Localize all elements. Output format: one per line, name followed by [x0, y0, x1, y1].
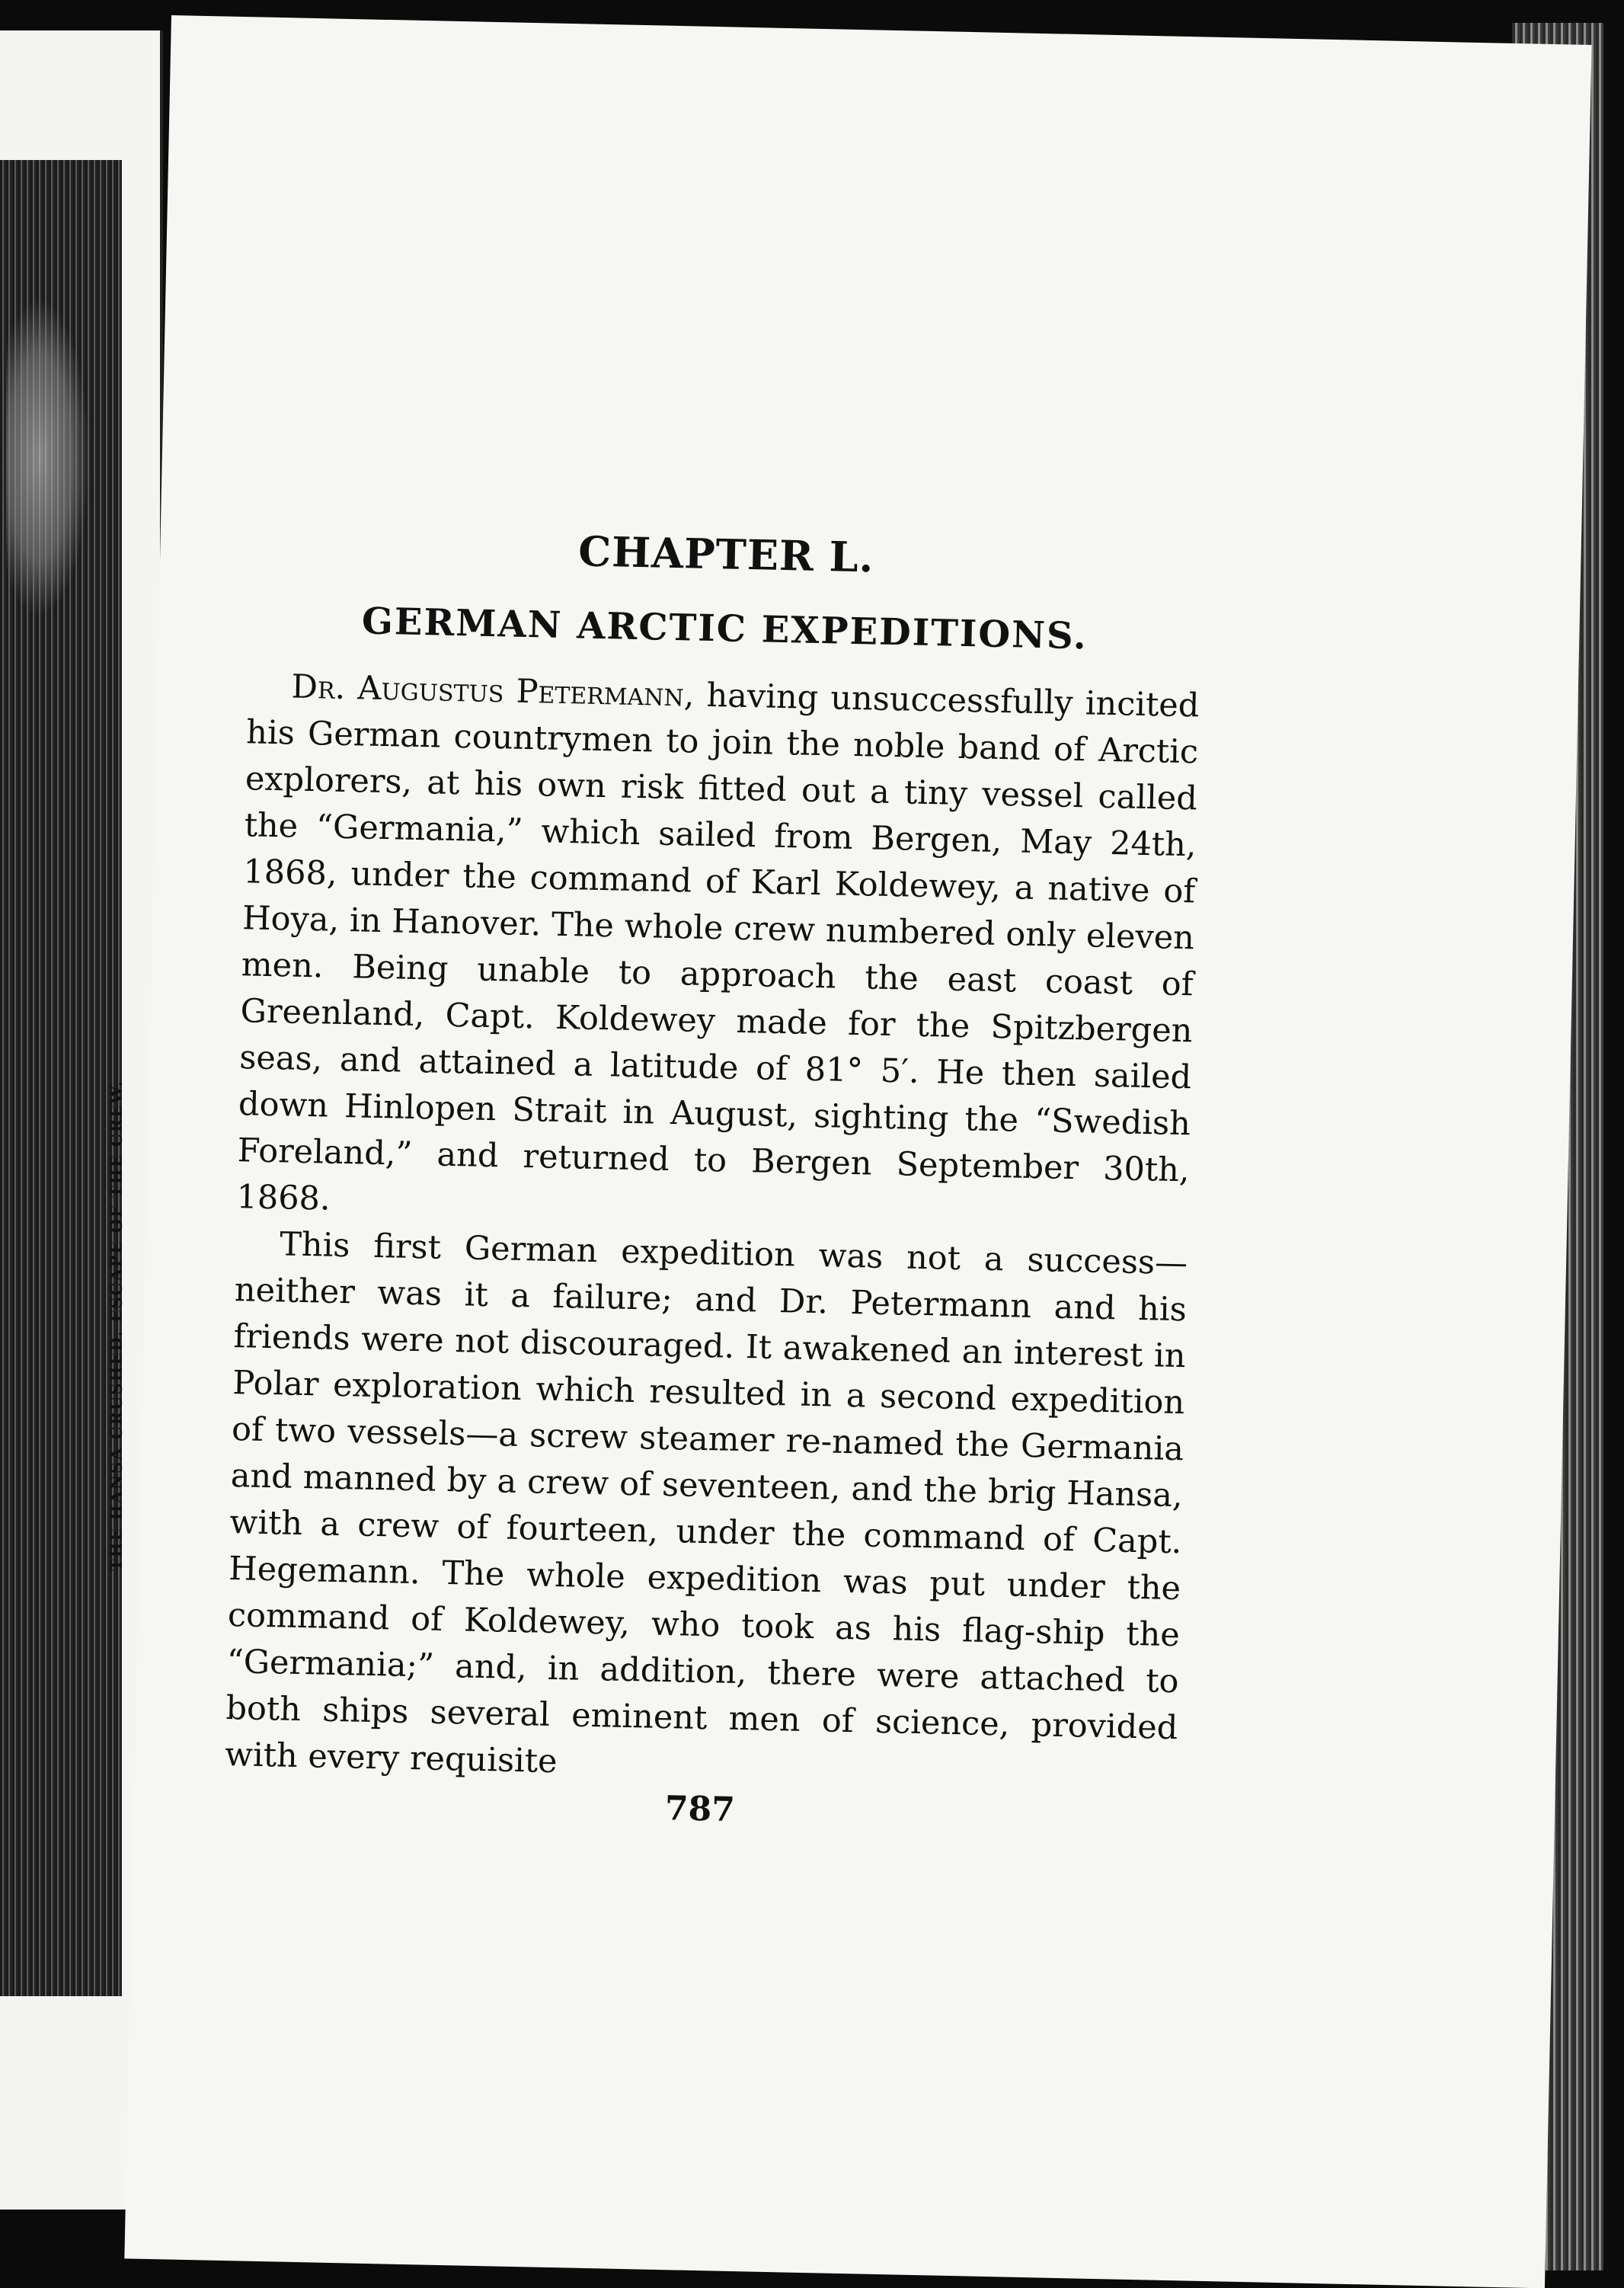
paragraph-lead: Dr. Augustus Petermann: [291, 667, 685, 715]
paragraph-1: [236, 663, 1200, 1240]
chapter-number: CHAPTER L.: [577, 526, 875, 582]
illustration-caption: THE HANSA CRUSHED. ESCAPE OF THE CREW.: [107, 1080, 126, 1572]
text-block: [223, 520, 1202, 1838]
chapter-title: GERMAN ARCTIC EXPEDITIONS.: [361, 600, 1089, 658]
right-page: [124, 15, 1591, 2288]
paragraph-2: This first German expedition was not a success—neither was it a failure; and Dr. Petermann and his friends were not discouraged. It awakened an interest in Polar exploration which resulted in a second expedition of two vessels—a screw steamer re-named the Germania and manned by a crew of seventeen, and the brig Hansa, with a crew of fourteen, under the command of Capt. Hegemann. The whole expedition was put under the command of Koldewey, who took as his flag-ship the “Germania;” and, in addition, there were attached to both ships several eminent men of science, provided with every requisite: [224, 1225, 1188, 1781]
engraving-illustration: [0, 160, 122, 1996]
page-number: 787: [664, 1789, 736, 1830]
paragraph-1-text: , having unsuccessfully incited his German countrymen to join the noble band of Arctic explorers, at his own risk fitted out a tiny vessel called the “Germania,” which sailed from Bergen, May 24th, 1868, under the command of Karl Koldewey, a native of Hoya, in Hanover. The whole crew numbered only eleven men. Being unable to approach the east coast of Greenland, Capt. Koldewey made for the Spitzbergen seas, and attained a latitude of 81° 5′. He then sailed down Hinlopen Strait in August, sighting the “Swedish Foreland,” and returned to Bergen September 30th, 1868.: [236, 676, 1200, 1218]
